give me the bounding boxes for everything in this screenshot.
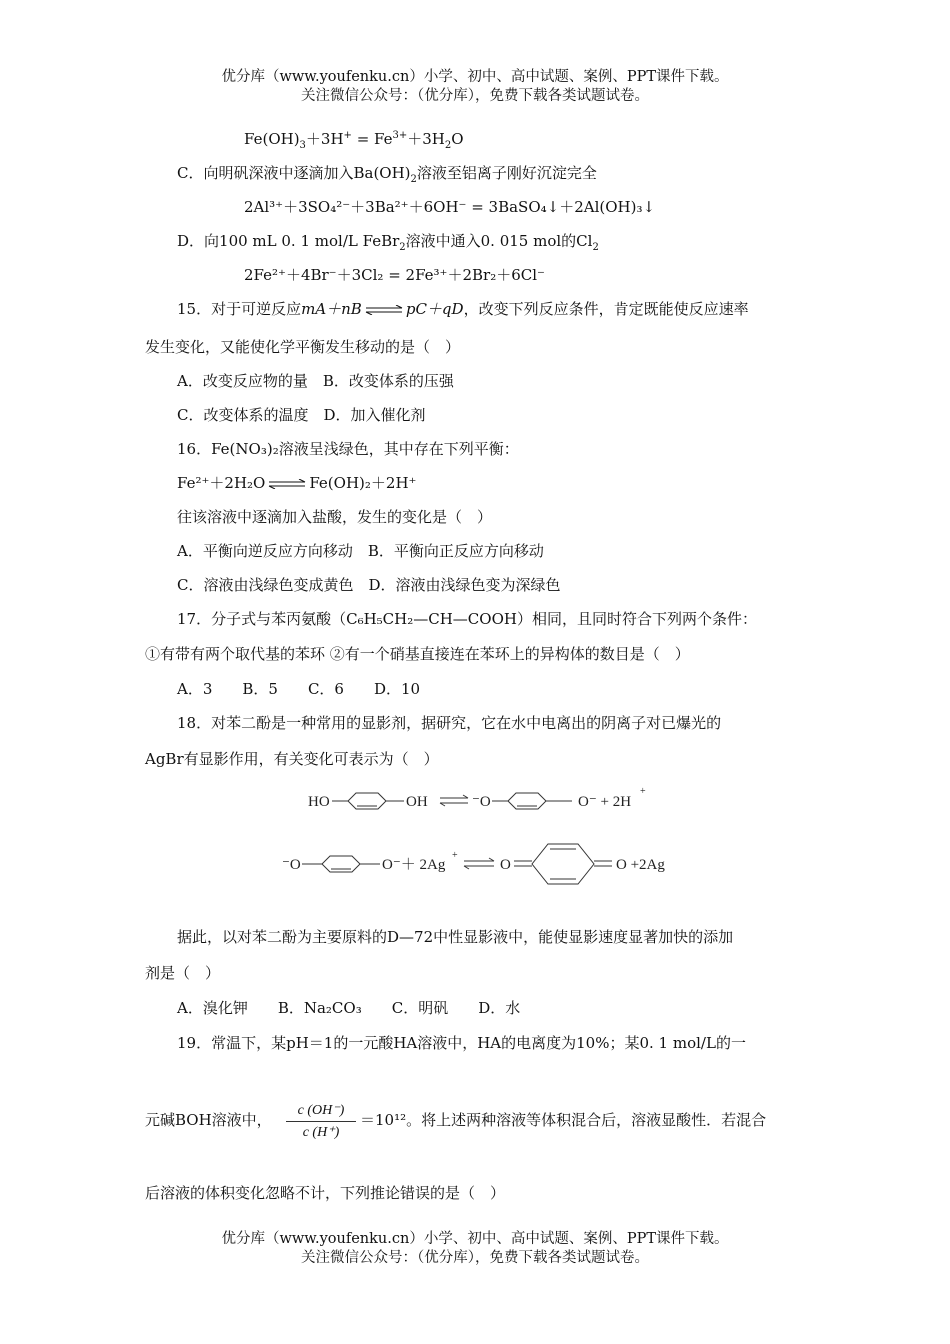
- q18-stem-line3: 据此，以对苯二酚为主要原料的D—72中性显影液中，能使显影速度显著加快的添加: [177, 928, 734, 946]
- scheme1-h-charge: +: [640, 786, 646, 797]
- scheme1-oh-label: OH: [406, 794, 428, 810]
- q16-stem-line2: 往该溶液中逐滴加入盐酸，发生的变化是（ ）: [177, 508, 493, 526]
- page-header-line1: 优分库（www.youfenku.cn）小学、初中、高中试题、案例、PPT课件下载。: [221, 69, 729, 85]
- q15-stem-line1: 15．对于可逆反应mA＋nB pC＋qD，改变下列反应条件，肯定既能使反应速率: [177, 300, 749, 318]
- q17-options: A．3 B．5 C．6 D．10: [177, 680, 421, 698]
- equilibrium-arrow-icon: [364, 305, 404, 315]
- scheme2-o-2ag: O +2Ag: [616, 857, 665, 873]
- scheme1-ho-label: HO: [308, 794, 330, 810]
- q15-options-ab: A．改变反应物的量 B．改变体系的压强: [177, 372, 454, 390]
- benzene-ring-icon: [508, 793, 546, 809]
- q18-stem-line4: 剂是（ ）: [145, 964, 221, 982]
- q18-stem-line1: 18．对苯二酚是一种常用的显影剂，据研究，它在水中电离出的阴离子对已爆光的: [177, 714, 722, 732]
- quinone-ring-icon: [532, 844, 594, 884]
- q14-b-equation: $Fe(OH)_3+3H^+ = Fe^{3+}+3H_2O$: [244, 130, 464, 151]
- q14-option-c: C．向明矾深液中逐滴加入$Ba(OH)_2$溶液至铝离子刚好沉淀完全: [177, 164, 597, 185]
- equilibrium-arrow-icon: [267, 479, 307, 489]
- q14-d-equation: 2Fe²⁺＋4Br⁻＋3Cl₂ = 2Fe³⁺＋2Br₂＋6Cl⁻: [244, 266, 545, 284]
- q17-stem-line2: ①有带有两个取代基的苯环 ②有一个硝基直接连在苯环上的异构体的数目是（ ）: [145, 645, 690, 663]
- q15-options-cd: C．改变体系的温度 D．加入催化剂: [177, 406, 426, 424]
- hydroquinone-ionization-scheme: [300, 784, 660, 818]
- fraction-denominator: c (H⁺): [302, 1125, 340, 1140]
- q17-stem-line1: 17．分子式与苯丙氨酸（C₆H₅CH₂—CH—COOH）相同，且同时符合下列两个条件：: [177, 610, 757, 628]
- equilibrium-arrow-icon: [440, 795, 468, 806]
- q16-options-cd: C．溶液由浅绿色变成黄色 D．溶液由浅绿色变为深绿色: [177, 576, 561, 594]
- fraction-numerator: c (OH⁻): [297, 1103, 345, 1118]
- scheme2-ag-charge: +: [452, 850, 458, 861]
- q18-options: A．溴化钾 B．Na₂CO₃ C．明矾 D．水: [177, 999, 521, 1017]
- scheme2-o-minus-1: ⁻O: [282, 857, 301, 873]
- page-footer-line1: 优分库（www.youfenku.cn）小学、初中、高中试题、案例、PPT课件下载。: [221, 1231, 729, 1247]
- q16-stem-line1: 16．Fe(NO₃)₂溶液呈浅绿色，其中存在下列平衡：: [177, 440, 519, 458]
- equilibrium-arrow-icon: [464, 858, 494, 869]
- scheme1-o-minus-2h: O⁻ + 2H: [578, 794, 632, 810]
- q15-stem-line2: 发生变化，又能使化学平衡发生移动的是（ ）: [145, 338, 461, 356]
- fraction-bar: [286, 1121, 356, 1122]
- scheme2-o-minus-2ag: O⁻＋ 2Ag: [382, 857, 446, 873]
- page-footer-line2: 关注微信公众号：（优分库），免费下载各类试题试卷。: [301, 1250, 649, 1266]
- q16-equilibrium-equation: Fe²⁺＋2H₂O Fe(OH)₂＋2H⁺: [177, 474, 417, 492]
- q19-stem-line1: 19．常温下，某pH＝1的一元酸HA溶液中，HA的电离度为10%；某0. 1 mol/L的一: [177, 1034, 746, 1052]
- scheme2-o-label: O: [500, 857, 511, 873]
- q19-stem-line2a: 元碱BOH溶液中，: [145, 1111, 272, 1129]
- benzene-ring-icon: [348, 793, 386, 809]
- page-header-line2: 关注微信公众号：（优分库），免费下载各类试题试卷。: [301, 88, 649, 104]
- q18-stem-line2: AgBr有显影作用，有关变化可表示为（ ）: [145, 750, 439, 768]
- q16-options-ab: A．平衡向逆反应方向移动 B．平衡向正反应方向移动: [177, 542, 544, 560]
- q14-c-equation: 2Al³⁺＋3SO₄²⁻＋3Ba²⁺＋6OH⁻ = 3BaSO₄↓＋2Al(OH)₃↓: [244, 198, 656, 216]
- benzene-ring-icon: [322, 856, 360, 872]
- oh-h-ratio-fraction: [286, 1102, 356, 1141]
- scheme1-o-minus-1: ⁻O: [472, 794, 491, 810]
- q19-stem-line2b: ＝10¹²。将上述两种溶液等体积混合后，溶液显酸性．若混合: [360, 1111, 767, 1129]
- q14-option-d: D．向100 mL 0. 1 mol/L FeBr$_2$溶液中通入0. 015 mol的$Cl_2$: [177, 232, 599, 253]
- q19-stem-line3: 后溶液的体积变化忽略不计，下列推论错误的是（ ）: [145, 1184, 506, 1202]
- silver-reduction-scheme: [278, 838, 678, 890]
